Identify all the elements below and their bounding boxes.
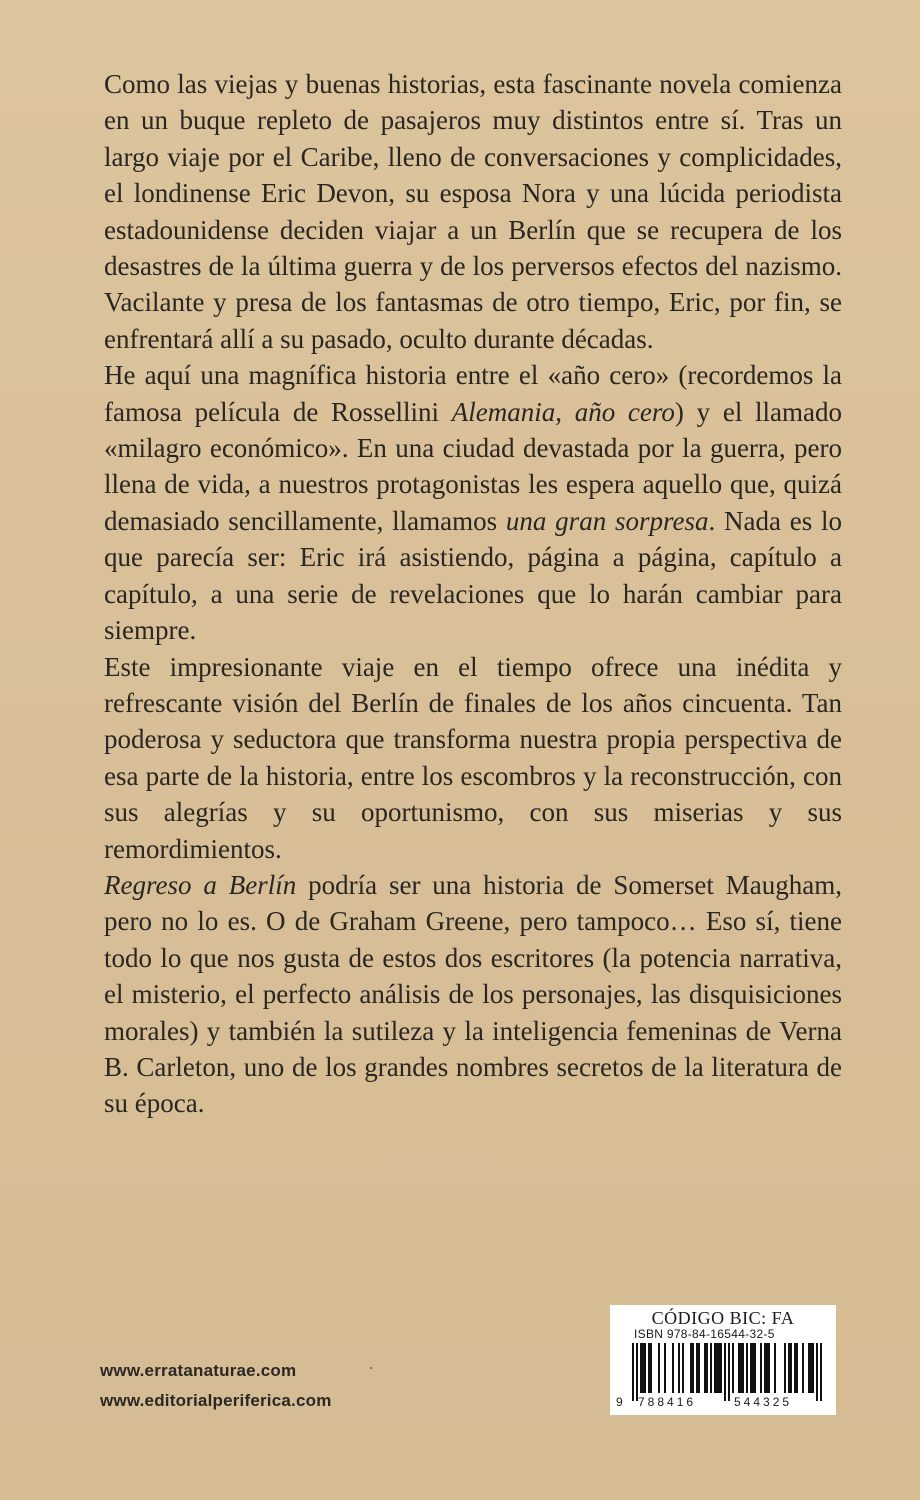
website-link-periferica[interactable]: www.editorialperiferica.com	[100, 1391, 332, 1410]
italic-phrase: una gran sorpresa	[505, 505, 709, 536]
isbn-barcode	[628, 1343, 828, 1403]
barcode-bar	[760, 1343, 762, 1393]
barcode-bar	[706, 1343, 708, 1393]
barcode-bar	[644, 1343, 646, 1393]
barcode-bar	[664, 1343, 666, 1393]
barcode-bar	[764, 1343, 766, 1393]
publisher-websites	[100, 1356, 332, 1416]
barcode-bar	[640, 1343, 642, 1393]
barcode-bar	[690, 1343, 692, 1393]
blurb-paragraph-1-text: Como las viejas y buenas historias, esta fascinante novela comienza en un buque repleto de pasajeros muy distintos entre sí. Tras un largo viaje por el Caribe, lleno de conversaciones y complicidades, el londinense Eric Devon, su esposa Nora y una lúcida periodista estadounidense deciden viajar a un Berlín que se recupera de los desastres de la última guerra y de los perversos efectos del nazismo. Vacilante y presa de los fantasmas de otro tiempo, Eric, por fin, se enfrentará allí a su pasado, oculto durante décadas.	[104, 69, 842, 354]
barcode-bar	[808, 1343, 810, 1393]
barcode-bar	[728, 1343, 730, 1401]
barcode-bar	[774, 1343, 776, 1393]
blurb-paragraph-4	[104, 867, 842, 1122]
blurb-paragraph-4-text: podría ser una historia de Somerset Maugham, pero no lo es. O de Graham Greene, pero tampoco… Eso sí, tiene todo lo que nos gusta de estos dos escritores (la potencia narrativa, el misterio, el perfecto análisis de los personajes, las disquisiciones morales) y también la sutileza y la inteligencia femeninas de Verna B. Carleton, uno de los grandes nombres secretos de la literatura de su época.	[104, 869, 842, 1119]
barcode-bar	[710, 1343, 712, 1393]
barcode-label	[610, 1305, 836, 1415]
website-link-errata[interactable]: www.erratanaturae.com	[100, 1361, 297, 1380]
barcode-bar	[704, 1343, 706, 1393]
barcode-bar	[732, 1343, 734, 1393]
barcode-bar	[796, 1343, 798, 1393]
barcode-bar	[720, 1343, 722, 1393]
barcode-bar	[696, 1343, 698, 1393]
barcode-bar	[698, 1343, 700, 1393]
back-cover-blurb	[104, 66, 842, 1122]
barcode-bar	[766, 1343, 768, 1393]
barcode-bar	[790, 1343, 792, 1393]
barcode-bar	[816, 1343, 818, 1401]
barcode-bar	[738, 1343, 740, 1393]
barcode-bar	[752, 1343, 754, 1393]
barcode-bar	[692, 1343, 694, 1393]
barcode-digits-left: 788416	[638, 1395, 697, 1409]
barcode-bar	[794, 1343, 796, 1393]
blurb-paragraph-3-text: Este impresionante viaje en el tiempo ofrece una inédita y refrescante visión del Berlín de finales de los años cincuenta. Tan poderosa y seductora que transforma nuestra propia perspectiva de esa parte de la historia, entre los escombros y la reconstrucción, con sus alegrías y su oportunismo, con sus miserias y sus remordimientos.	[104, 651, 842, 864]
barcode-bar	[632, 1343, 634, 1401]
small-dot	[370, 1367, 372, 1369]
blurb-paragraph-2-text-c: . Nada es lo que parecía ser: Eric irá asistiendo, página a página, capítulo a capítulo, a una serie de revelaciones que lo harán cambiar para siempre.	[104, 505, 842, 646]
barcode-bar	[718, 1343, 720, 1393]
blurb-paragraph-2	[104, 357, 842, 648]
barcode-bar	[658, 1343, 660, 1393]
barcode-bar	[636, 1343, 638, 1401]
isbn-text: ISBN 978-84-16544-32-5	[634, 1327, 775, 1341]
barcode-bar	[768, 1343, 770, 1393]
blurb-paragraph-1	[104, 66, 842, 357]
barcode-bar	[678, 1343, 680, 1393]
barcode-bar	[746, 1343, 748, 1393]
blurb-paragraph-2-text-b: ) y el llamado «milagro económico». En una ciudad devastada por la guerra, pero llena de vida, a nuestros protagonistas les espera aquello que, quizá demasiado sencillamente, llamamos	[104, 396, 843, 536]
barcode-bar	[672, 1343, 674, 1393]
book-title: Regreso a Berlín	[104, 869, 297, 900]
barcode-digit-first: 9	[616, 1395, 623, 1409]
blurb-paragraph-2-text-a: He aquí una magnífica historia entre el «año cero» (recordemos la famosa película de Rossellini	[104, 360, 842, 427]
barcode-bar	[742, 1343, 744, 1393]
barcode-bar	[788, 1343, 790, 1393]
barcode-bar	[648, 1343, 650, 1393]
barcode-digits-right: 544325	[734, 1395, 793, 1409]
barcode-bar	[682, 1343, 684, 1393]
bic-code: CÓDIGO BIC: FA	[651, 1308, 795, 1328]
barcode-bar	[642, 1343, 644, 1393]
barcode-bar	[784, 1343, 786, 1393]
barcode-bar	[740, 1343, 742, 1393]
barcode-bar	[812, 1343, 814, 1393]
barcode-bar	[650, 1343, 652, 1393]
film-title: Alemania, año cero	[451, 396, 675, 427]
barcode-bar	[802, 1343, 804, 1393]
barcode-bar	[810, 1343, 812, 1393]
barcode-bar	[724, 1343, 726, 1401]
barcode-bar	[754, 1343, 756, 1393]
barcode-bar	[716, 1343, 718, 1393]
barcode-bar	[714, 1343, 716, 1393]
blurb-paragraph-3	[104, 649, 842, 867]
barcode-bar	[750, 1343, 752, 1393]
barcode-bar	[820, 1343, 822, 1401]
